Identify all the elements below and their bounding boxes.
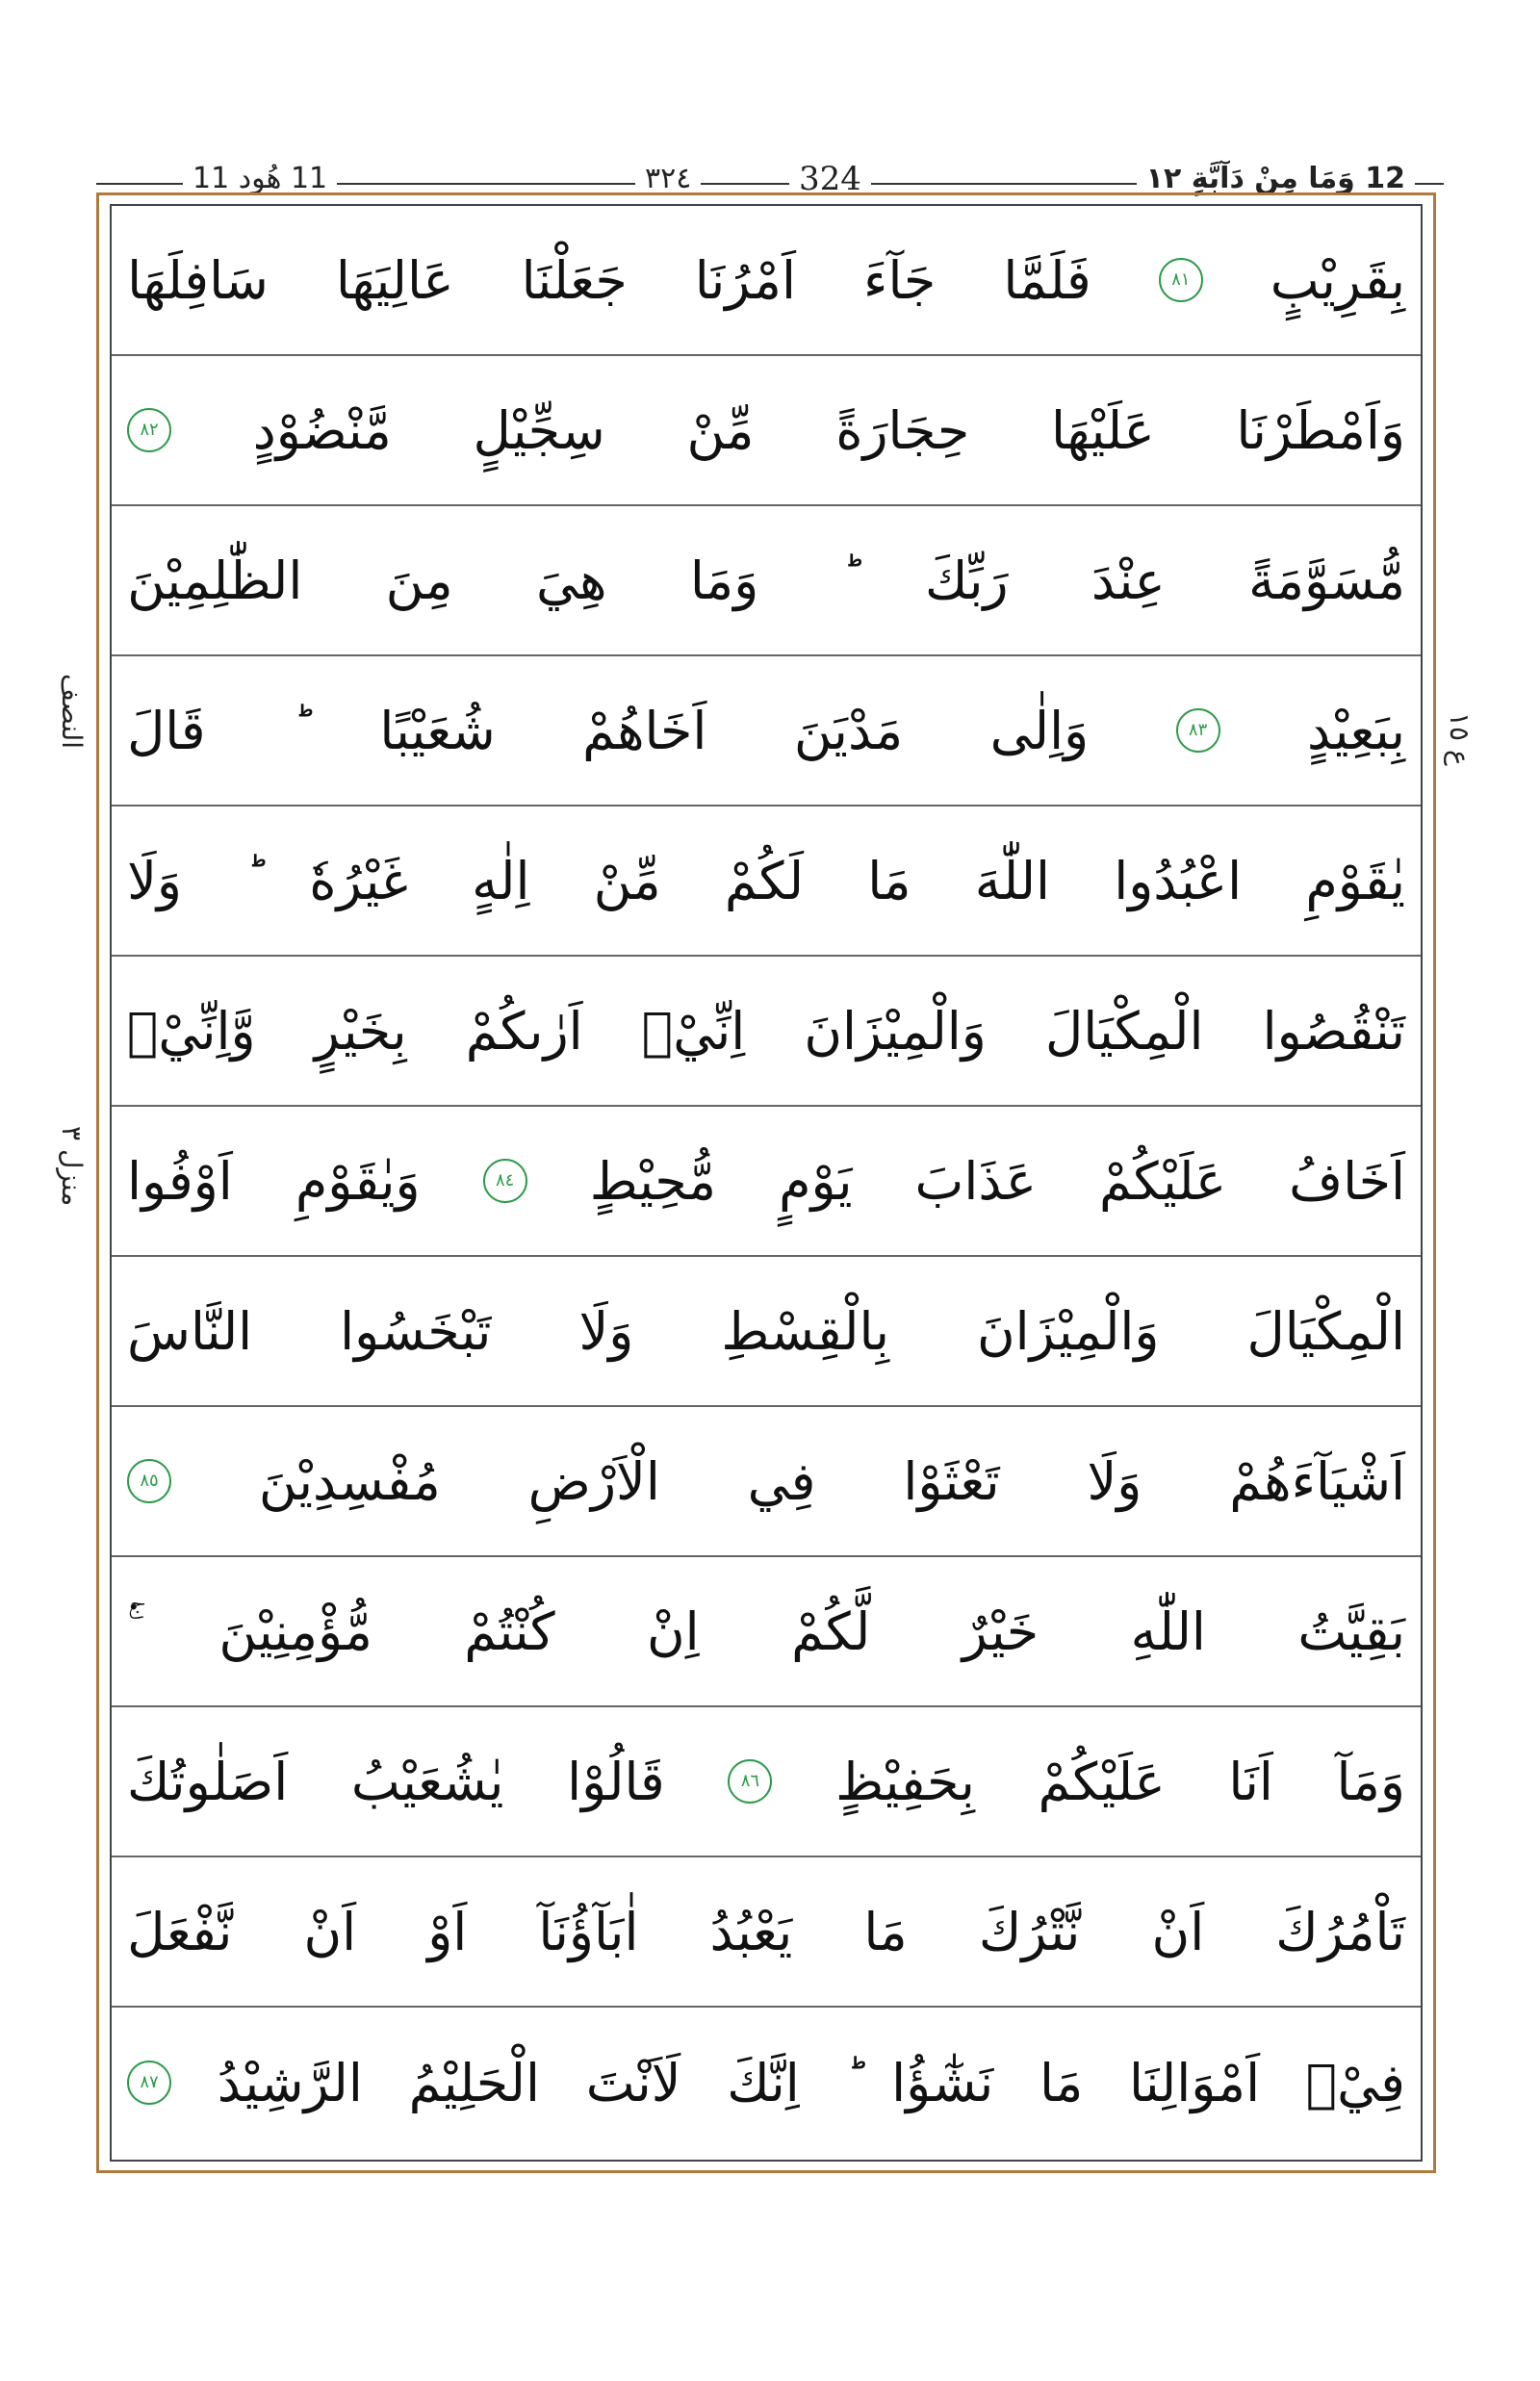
verse-word: وَاَمْطَرْنَا — [1236, 399, 1405, 461]
verse-word: وَالْمِيْزَانَ — [977, 1300, 1160, 1362]
verse-word: يَوْمٍ — [779, 1150, 853, 1212]
verse-word: مِّنْ — [686, 399, 755, 461]
verse-word: وَّاِنِّيْۤ — [127, 1000, 256, 1062]
verse-line — [112, 1107, 1421, 1257]
verse-word: اللّٰهَ — [974, 850, 1051, 911]
verse-word: وَمَا — [689, 550, 759, 611]
verse-word: بِبَعِيْدٍ — [1306, 700, 1405, 761]
verse-word: نَّتْرُكَ — [978, 1901, 1081, 1962]
verse-word: فِي — [747, 1450, 816, 1512]
verse-word: الْحَلِيْمُ — [408, 2052, 541, 2113]
verse-word: عَلَيْكُمْ — [1098, 1150, 1227, 1212]
verse-word: وَمَآ — [1336, 1751, 1405, 1812]
verse-lines — [112, 206, 1421, 2160]
verse-word: اَوْ — [427, 1901, 468, 1962]
verse-word: اَصَلٰوتُكَ — [127, 1751, 289, 1812]
verse-word: وَيٰقَوْمِ — [295, 1150, 421, 1212]
verse-line — [112, 656, 1421, 806]
page-number: 324 — [789, 162, 871, 196]
verse-word: وَلَا — [127, 850, 182, 911]
ayah-number-marker: ٨٣ — [1176, 708, 1220, 753]
ayah-number-marker: ٨٧ — [127, 2061, 171, 2105]
verse-word: عَلَيْكُمْ — [1038, 1751, 1166, 1812]
verse-word: الرَّشِيْدُ — [217, 2052, 363, 2113]
verse-word: جَعَلْنَا — [521, 249, 628, 311]
verse-word: كُنْتُمْ — [464, 1600, 555, 1662]
verse-word: عَذَابَ — [914, 1150, 1037, 1212]
verse-word: لَّكُمْ — [791, 1600, 871, 1662]
verse-word: نَشٰٓؤُا — [891, 2052, 994, 2113]
verse-word: الْمِكْيَالَ — [1246, 1300, 1405, 1362]
verse-line — [112, 2008, 1421, 2158]
verse-word: تَعْثَوْا — [903, 1450, 1000, 1512]
verse-word: بِخَيْرٍ — [314, 1000, 407, 1062]
verse-word: مُّؤْمِنِيْنَ — [218, 1600, 372, 1662]
verse-word: حِجَارَةً — [835, 399, 970, 461]
verse-word: لَكُمْ — [724, 850, 805, 911]
verse-line — [112, 206, 1421, 356]
verse-word: مَا — [867, 850, 911, 911]
ayah-number-marker: ٨٥ — [127, 1459, 171, 1503]
verse-word: اِنِّيْۤ — [641, 1000, 746, 1062]
verse-word: فِيْۤ — [1305, 2052, 1405, 2113]
verse-word: بِقَرِيْبٍ — [1270, 249, 1405, 311]
verse-word: اَخَاهُمْ — [582, 700, 707, 761]
verse-word: سَافِلَهَا — [127, 249, 269, 311]
verse-line — [112, 1707, 1421, 1857]
ayah-number-marker: ٨١ — [1159, 258, 1203, 302]
verse-word: وَاِلٰى — [989, 700, 1090, 761]
verse-word: مِنَ — [385, 550, 453, 611]
ayah-number-marker: ٨٢ — [127, 408, 171, 452]
verse-word: مِّنْ — [593, 850, 661, 911]
verse-word: يَعْبُدُ — [709, 1901, 793, 1962]
verse-word: مَا — [1039, 2052, 1084, 2113]
urdu-page-number: ٣٢٤ — [635, 162, 701, 196]
verse-word: يٰقَوْمِ — [1305, 850, 1405, 911]
verse-word: تَاْمُرُكَ — [1275, 1901, 1405, 1962]
verse-word: الْاَرْضِ — [527, 1450, 660, 1512]
verse-word: نَّفْعَلَ — [127, 1901, 233, 1962]
verse-line — [112, 1257, 1421, 1407]
ayah-number-marker: ٨٤ — [483, 1159, 527, 1203]
verse-line — [112, 356, 1421, 506]
verse-line — [112, 957, 1421, 1107]
verse-word: سِجِّيْلٍ — [473, 399, 605, 461]
verse-line — [112, 506, 1421, 656]
verse-word: اَنْ — [303, 1901, 357, 1962]
verse-word: غَيْرُهٗ — [309, 850, 408, 911]
verse-word: بِالْقِسْطِ — [721, 1300, 889, 1362]
verse-word: لَاَنْتَ — [585, 2052, 681, 2113]
verse-word: جَآءَ — [863, 249, 937, 311]
verse-word: اَشْيَآءَهُمْ — [1229, 1450, 1405, 1512]
verse-word: اِنْ — [646, 1600, 700, 1662]
verse-line — [112, 1857, 1421, 2008]
verse-word: مُفْسِدِيْنَ — [258, 1450, 441, 1512]
surah-name-label: 11 هُود 11 — [183, 162, 337, 196]
verse-line — [112, 1407, 1421, 1557]
verse-word: مَدْيَنَ — [793, 700, 904, 761]
verse-word: قَالُوْا — [567, 1751, 665, 1812]
margin-nisf-label: النصف — [56, 674, 88, 750]
page-header — [96, 162, 1444, 196]
verse-word: عَلَيْهَا — [1050, 399, 1155, 461]
margin-manzil-label: منزل ٣ — [56, 1126, 88, 1207]
verse-word: مُّحِيْطٍ — [589, 1150, 717, 1212]
verse-word: شُعَيْبًا — [379, 700, 496, 761]
verse-word: مَّنْضُوْدٍ — [252, 399, 392, 461]
verse-word: مَا — [863, 1901, 908, 1962]
verse-line — [112, 1557, 1421, 1707]
verse-word: اٰبَآؤُنَآ — [538, 1901, 639, 1962]
verse-word: خَيْرٌ — [962, 1600, 1040, 1662]
verse-word: النَّاسَ — [127, 1300, 253, 1362]
verse-word: اَخَافُ — [1289, 1150, 1405, 1212]
verse-word: وَالْمِيْزَانَ — [804, 1000, 987, 1062]
verse-word: اَمْوَالِنَا — [1129, 2052, 1261, 2113]
verse-word: اِنَّكَ — [727, 2052, 800, 2113]
margin-ruku-label: ع ١٥ — [1444, 712, 1476, 766]
verse-word: اعْبُدُوا — [1114, 850, 1243, 911]
verse-line — [112, 806, 1421, 957]
verse-word: اَنْ — [1151, 1901, 1205, 1962]
verse-word: بِحَفِيْظٍ — [835, 1751, 975, 1812]
verse-word: وَلَا — [578, 1300, 634, 1362]
verse-word: اللّٰهِ — [1130, 1600, 1206, 1662]
verse-word: هِيَ — [536, 550, 607, 611]
verse-word: وَلَا — [1087, 1450, 1142, 1512]
verse-word: اَنَا — [1228, 1751, 1273, 1812]
verse-word: الْمِكْيَالَ — [1045, 1000, 1204, 1062]
verse-word: اَمْرُنَا — [694, 249, 796, 311]
verse-word: رَبِّكَ — [924, 550, 1009, 611]
verse-word: قَالَ — [127, 700, 206, 761]
verse-word: عِنْدَ — [1091, 550, 1166, 611]
verse-word: اَوْفُوا — [127, 1150, 233, 1212]
verse-word: فَلَمَّا — [1003, 249, 1091, 311]
ayah-number-marker: ٨٦ — [728, 1759, 772, 1804]
verse-word: عَالِيَهَا — [335, 249, 454, 311]
verse-word: الظّٰلِمِيْنَ — [127, 550, 303, 611]
verse-word: تَبْخَسُوا — [340, 1300, 492, 1362]
verse-word: اِلٰهٍ — [472, 850, 530, 911]
verse-word: تَنْقُصُوا — [1262, 1000, 1405, 1062]
verse-word: يٰشُعَيْبُ — [350, 1751, 504, 1812]
juz-label: 12 وَمَا مِنْ دَآبَّةٍ ١٢ — [1137, 162, 1415, 196]
verse-word: بَقِيَّتُ — [1297, 1600, 1405, 1662]
verse-word: مُّسَوَّمَةً — [1248, 550, 1405, 611]
verse-word: اَرٰىكُمْ — [465, 1000, 583, 1062]
